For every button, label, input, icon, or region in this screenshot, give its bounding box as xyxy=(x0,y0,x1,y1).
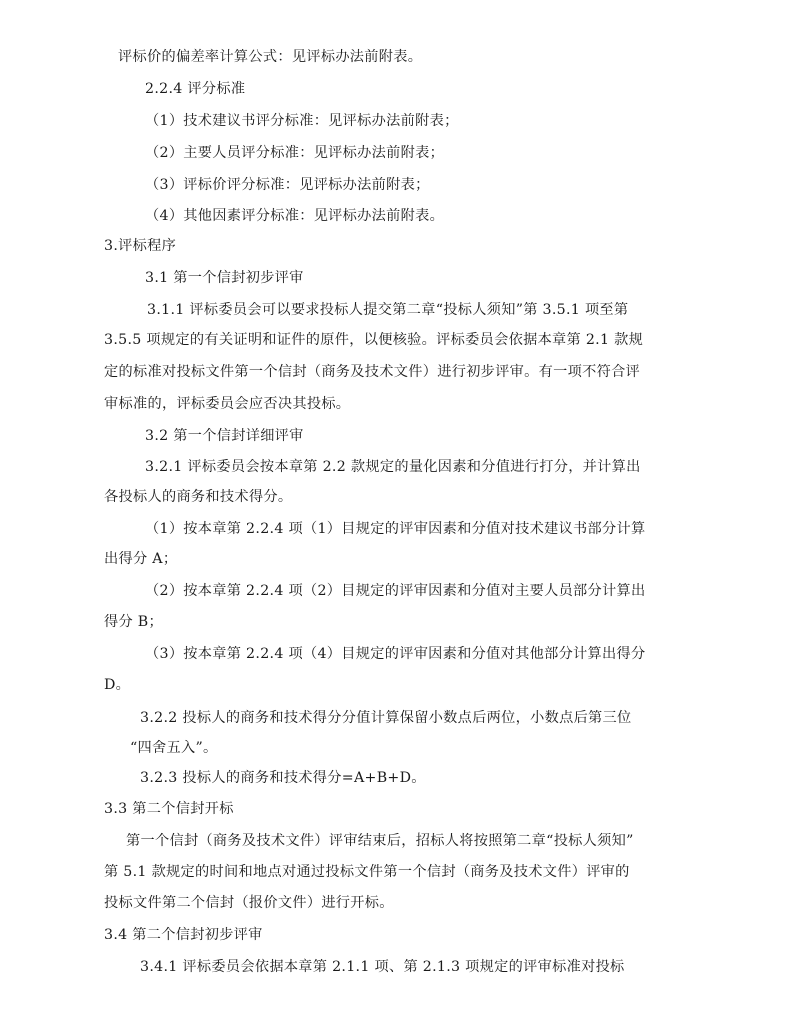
section-heading: 3.2 第一个信封详细评审 xyxy=(145,428,304,444)
text-line: 评标价的偏差率计算公式：见评标办法前附表。 xyxy=(118,49,423,65)
text-line: 第一个信封（商务及技术文件）评审结束后，招标人将按照第二章“投标人须知” xyxy=(126,833,634,849)
text-line: 3.2.3 投标人的商务和技术得分=A+B+D。 xyxy=(140,770,426,786)
text-line: 3.2.1 评标委员会按本章第 2.2 款规定的量化因素和分值进行打分，并计算出 xyxy=(145,459,641,475)
text-line: 得分 B； xyxy=(104,614,163,630)
text-line: 定的标准对投标文件第一个信封（商务及技术文件）进行初步评审。有一项不符合评 xyxy=(104,364,641,380)
list-item: （2）按本章第 2.2.4 项（2）目规定的评审因素和分值对主要人员部分计算出 xyxy=(145,583,646,599)
text-line: 3.5.5 项规定的有关证明和证件的原件，以便核验。评标委员会依据本章第 2.1 款规 xyxy=(104,332,644,348)
section-heading: 2.2.4 评分标准 xyxy=(145,81,246,97)
list-item: （2）主要人员评分标准：见评标办法前附表； xyxy=(145,145,445,161)
section-heading: 3.1 第一个信封初步评审 xyxy=(145,270,304,286)
section-heading: 3.评标程序 xyxy=(104,238,177,254)
text-line: 3.2.2 投标人的商务和技术得分分值计算保留小数点后两位，小数点后第三位 xyxy=(140,710,632,726)
list-item: （3）评标价评分标准：见评标办法前附表； xyxy=(145,177,430,193)
text-line: D。 xyxy=(104,677,131,693)
list-item: （1）技术建议书评分标准：见评标办法前附表； xyxy=(145,113,459,129)
list-item: （1）按本章第 2.2.4 项（1）目规定的评审因素和分值对技术建议书部分计算 xyxy=(145,521,646,537)
text-line: 3.1.1 评标委员会可以要求投标人提交第二章“投标人须知”第 3.5.1 项至第 xyxy=(147,302,629,318)
text-line: 3.4.1 评标委员会依据本章第 2.1.1 项、第 2.1.3 项规定的评审标准对投标 xyxy=(140,959,625,975)
text-line: 第 5.1 款规定的时间和地点对通过投标文件第一个信封（商务及技术文件）评审的 xyxy=(104,864,630,880)
text-line: “四舍五入”。 xyxy=(130,740,218,756)
text-line: 审标准的，评标委员会应否决其投标。 xyxy=(104,396,351,412)
list-item: （3）按本章第 2.2.4 项（4）目规定的评审因素和分值对其他部分计算出得分 xyxy=(145,646,646,662)
section-heading: 3.4 第二个信封初步评审 xyxy=(104,927,263,943)
list-item: （4）其他因素评分标准：见评标办法前附表。 xyxy=(145,208,445,224)
section-heading: 3.3 第二个信封开标 xyxy=(104,801,234,817)
text-line: 投标文件第二个信封（报价文件）进行开标。 xyxy=(104,895,394,911)
text-line: 出得分 A； xyxy=(104,551,178,567)
text-line: 各投标人的商务和技术得分。 xyxy=(104,489,293,505)
